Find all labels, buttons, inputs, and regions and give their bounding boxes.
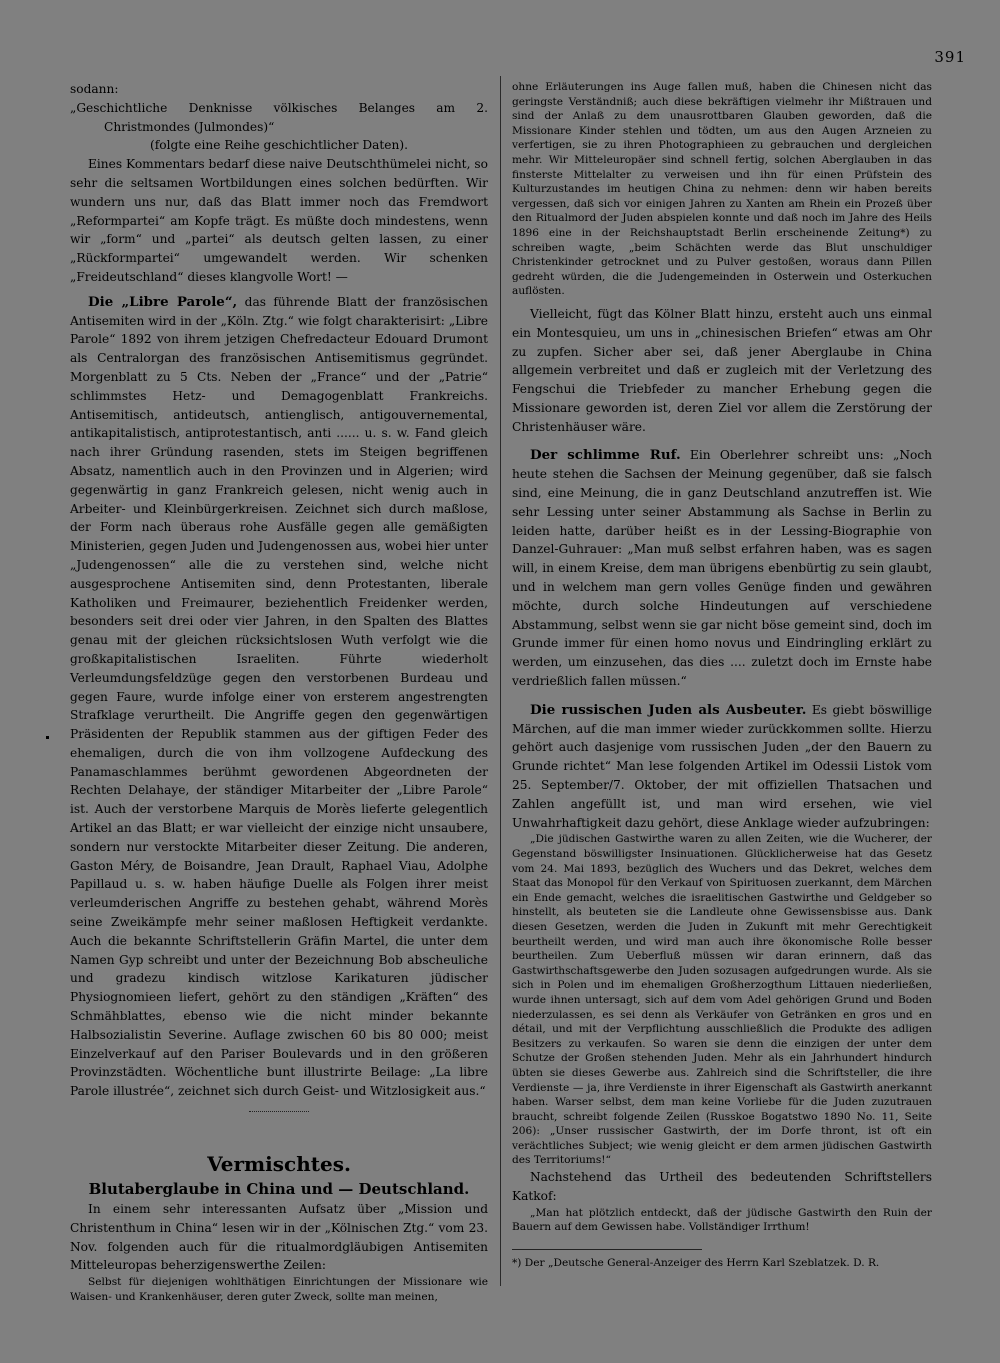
footnote: *) Der „Deutsche General-Anzeiger des Herrn Karl Szeblatzek. D. R. (512, 1256, 880, 1269)
right-column (512, 80, 932, 1270)
paragraph-katkof: Nachstehend das Urtheil des bedeutenden Schriftstellers Katkof: (512, 1170, 932, 1203)
odessa-quote: „Die jüdischen Gastwirthe waren zu allen Zeiten, wie die Wucherer, der Gegenstand böswilligster Insinuationen. Glücklicherweise hat das Gesetz vom 24. Mai 1893, bezüglich des Wuchers und das Dekret, welches dem Staat das Monopol für den Verkauf von Spirituosen zuerkannt, dem Märchen ein Ende gemacht, welches die israelitischen Gastwirthe und Geldgeber so hinstellt, als beuteten sie die Landleute ohne Gewissensbisse aus. Dank diesen Gesetzen, werden die Juden in Zukunft mit mehr Gerechtigkeit beurtheilt werden, und wird man auch ihre ökonomische Rolle besser beurtheilen. Zum Ueberfluß müssen wir daran erinnern, daß das Gastwirthschaftsgewerbe den Juden sozusagen aufgedrungen wurde. Als sie sich in Polen und im ehemaligen Großherzogthum Littauen niederließen, wurde ihnen untersagt, sich auf dem vom Adel gehörigen Grund und Boden niederzulassen, es sei denn als Verkäufer von Getränken en gros und en détail, und mit der Verpflichtung ausschließlich die Produkte des adligen Besitzers zu verkaufen. So waren sie denn die einzigen der unter dem Schutze der Großen stehenden Juden. Mehr als ein Jahrhundert hindurch übten sie dieses Gewerbe aus. Zahlreich sind die Schriftsteller, die ihre Verdienste — ja, ihre Verdienste in ihrer Eigenschaft als Gastwirth anerkannt haben. Warser selbst, dem man keine Vorliebe für die Juden zuzutrauen braucht, schreibt folgende Zeilen (Russkoe Bogatstwo 1890 No. 11, Seite 206): „Unser russischer Gastwirth, der im Dorfe thront, ist oft ein verächtliches Subject; wie wenig gleicht er dem armen jüdischen Gastwirth des Territoriums!“ (512, 833, 932, 1167)
left-column (70, 80, 488, 1304)
print-speck (46, 736, 49, 739)
paragraph-kommentar: Eines Kommentars bedarf diese naive Deutschthümelei nicht, so sehr die seltsamen Wortbildungen eines solchen bedürften. Wir wundern uns nur, daß das Blatt immer noch das Fremdwort „Reformpartei“ am Kopfe trägt. Es müßte doch mindestens, wenn wir „form“ und „partei“ als deutsch gelten lassen, zu einer „Rückformpartei“ umgewandelt werden. Wir schenken „Freideutschland“ dieses klangvolle Wort! — (70, 157, 488, 284)
footnote-rule (512, 1249, 702, 1250)
intro-line: sodann: (70, 82, 119, 96)
paragraph-russische-juden (512, 701, 932, 833)
page-number: 391 (934, 48, 966, 66)
libre-parole-heading: Die „Libre Parole“, (88, 293, 238, 310)
russische-juden-text: Es giebt böswillige Märchen, auf die man immer wieder zurückkommen sollte. Hierzu gehört auch dasjenige vom russischen Juden „der den Bauern zu Grunde richtet“ Man lese folgenden Artikel im Odessii Listok vom 25. September/7. Oktober, der mit offiziellen Thatsachen und Zahlen angefüllt ist, und man wird ersehen, wie viel Unwahrhaftigkeit dazu gehört, diese Anklage wieder aufzubringen: (512, 702, 932, 830)
paragraph-schlimme-ruf (512, 446, 932, 690)
katkof-quote: „Man hat plötzlich entdeckt, daß der jüdische Gastwirth den Ruin der Bauern auf dem Gewissen habe. Vollständiger Irrthum! (512, 1206, 932, 1234)
schlimme-ruf-text: Ein Oberlehrer schreibt uns: „Noch heute stehen die Sachsen der Meinung gegenüber, daß sie falsch sind, eine Meinung, die in ganz Deutschland anzutreffen ist. Wie sehr Lessing unter seiner Abstammung als Sachse in Berlin zu leiden hatte, darüber heißt es in der Lessing-Biographie von Danzel-Guhrauer: „Man muß selbst erfahren haben, was es sagen will, in einem Kreise, dem man übrigens ebenbürtig zu sein glaubt, und in welchem man gern volles Genüge finden und gewähren möchte, durch solche Hindeutungen auf verschiedene Abstammung, selbst wenn sie gar nicht böse gemeint sind, doch im Grunde immer für einen homo novus und Eindringling erklärt zu werden, um einzusehen, das dies .... zuletzt doch im Ernste habe verdrießlich fallen müssen.“ (512, 448, 933, 689)
schlimme-ruf-heading: Der schlimme Ruf. (530, 447, 681, 464)
section-separator (249, 1111, 309, 1112)
paragraph-libre-parole (70, 293, 488, 1101)
article-title: Blutaberglaube in China und — Deutschland. (88, 1180, 470, 1199)
russische-juden-heading: Die russischen Juden als Ausbeuter. (530, 701, 807, 718)
column-divider (500, 76, 501, 1286)
quoted-heading: „Geschichtliche Denknisse völkisches Belanges am 2. Christmondes (Julmondes)“ (70, 100, 488, 134)
section-title: Vermischtes. (207, 1152, 351, 1177)
quote-continued: ohne Erläuterungen ins Auge fallen muß, haben die Chinesen nicht das geringste Verständniß; auch diese bekräftigen vielmehr ihr Mißtrauen und sind der Anlaß zu dem unausrottbaren Glauben geworden, daß die Missionare Kinder stehlen und tödten, um aus den Augen Arzneien zu verfertigen, sie zu ihren Photographieen zu gebrauchen und dergleichen mehr. Wir Mitteleuropäer sind schnell fertig, solchen Aberglauben in das finsterste Mittelalter zu verweisen und ihn für einen Prüfstein des Kulturzustandes im heutigen China zu nehmen: denn wir haben bereits vergessen, daß sich vor einigen Jahren zu Xanten am Rhein ein Prozeß über den Ritualmord der Juden abspielen konnte und daß noch im Jahre des Heils 1896 eine in der Reichshauptstadt Berlin erscheinende Zeitung*) zu schreiben wagte, „beim Schächten werde das Blut unschuldiger Christenkinder getrocknet und zu Pulver gestoßen, woraus dann Pillen gedreht würden, die die Judengemeinden in Osterwein und Osterkuchen auflösten. (512, 81, 932, 298)
paragraph-koelner-blatt: Vielleicht, fügt das Kölner Blatt hinzu, ersteht auch uns einmal ein Montesquieu, um uns in „chinesischen Briefen“ etwas am Ohr zu zupfen. Sicher aber sei, daß jener Aberglaube in China allgemein verbreitet und daß er zugleich mit der Verletzung des Fengschui die Triebfeder zu mancher Erhebung gegen die Missionare geworden ist, deren Ziel vor allem die Zerstörung der Christenhäuser wäre. (512, 306, 932, 434)
quoted-note: (folgte eine Reihe geschichtlicher Daten). (150, 138, 408, 153)
quote-start: Selbst für diejenigen wohlthätigen Einrichtungen der Missionare wie Waisen- und Krankenhäuser, deren guter Zweck, sollte man meinen, (70, 1276, 488, 1303)
paragraph-blutaberglaube: In einem sehr interessanten Aufsatz über „Mission und Christenthum in China“ lesen wir in der „Kölnischen Ztg.“ vom 23. Nov. folgenden auch für die ritualmordgläubigen Antisemiten Mitteleuropas beherzigenswerthe Zeilen: (70, 1202, 488, 1273)
libre-parole-text: das führende Blatt der französischen Antisemiten wird in der „Köln. Ztg.“ wie folgt charakterisirt: „Libre Parole“ 1892 von ihrem jetzigen Chefredacteur Edouard Drumont als Centralorgan des französischen Antisemitismus gegründet. Morgenblatt zu 5 Cts. Neben der „France“ und der „Patrie“ schlimmstes Hetz- und Demagogenblatt Frankreichs. Antisemitisch, antideutsch, antienglisch, antigouvernemental, antikapitalistisch, antiprotestantisch, anti ...... u. s. w. Fand gleich nach ihrer Gründung rasenden, stets im Steigen begriffenen Absatz, namentlich auch in den Provinzen und in Algerien; wird gegenwärtig in ganz Frankreich gelesen, nicht wenig auch in Arbeiter- und Kleinbürgerkreisen. Zeichnet sich durch maßlose, der Form nach überaus rohe Ausfälle gegen alle gemäßigten Ministerien, gegen Juden und Judengenossen aus, wobei hier unter „Judengenossen“ alle die zu verstehen sind, welche nicht ausgesprochene Antisemiten sind, denn Protestanten, liberale Katholiken und Freimaurer, beziehentlich Freidenker werden, besonders seit drei oder vier Jahren, in den Spalten des Blattes genau mit der gleichen rücksichtslosen Wuth verfolgt wie die großkapitalistischen Israeliten. Führte wiederholt Verleumdungsfeldzüge gegen den verstorbenen Burdeau und gegen Faure, wurde infolge einer von ersterem angestrengten Strafklage verurtheilt. Die Angriffe gegen den gegenwärtigen Präsidenten der Republik stammen aus der giftigen Feder des ehemaligen, durch die von ihm vollzogene Aufdeckung des Panamaschlammes berühmt gewordenen Abgeordneten der Rechten Delahaye, der ständiger Mitarbeiter der „Libre Parole“ ist. Auch der verstorbene Marquis de Morès lieferte gelegentlich Artikel an das Blatt; er war vielleicht der einzige nicht unsaubere, sondern nur verstockte Mitarbeiter dieser Zeitung. Die anderen, Gaston Méry, de Boisandre, Jean Drault, Raphael Viau, Adolphe Papillaud u. s. w. haben häufige Duelle als Folgen ihrer meist verleumderischen Angriffe zu bestehen gehabt, während Morès seine Zweikämpfe mehr seiner maßlosen Heftigkeit verdankte. Auch die bekannte Schriftstellerin Gräfin Martel, die unter dem Namen Gyp schreibt und unter der Bezeichnung Bob abscheuliche und gradezu kindisch witzlose Karikaturen jüdischer Physiognomieen liefert, gehört zu den ständigen „Kräften“ des Schmähblattes, ebenso wie die nicht minder bekannte Halbsozialistin Severine. Auflage zwischen 60 bis 80 000; meist Einzelverkauf auf den Pariser Boulevards und in den größeren Provinzstädten. Wöchentliche bunt illustrirte Beilage: „La libre Parole illustrée“, zeichnet sich durch Geist- und Witzlosigkeit aus.“ (70, 294, 488, 1099)
